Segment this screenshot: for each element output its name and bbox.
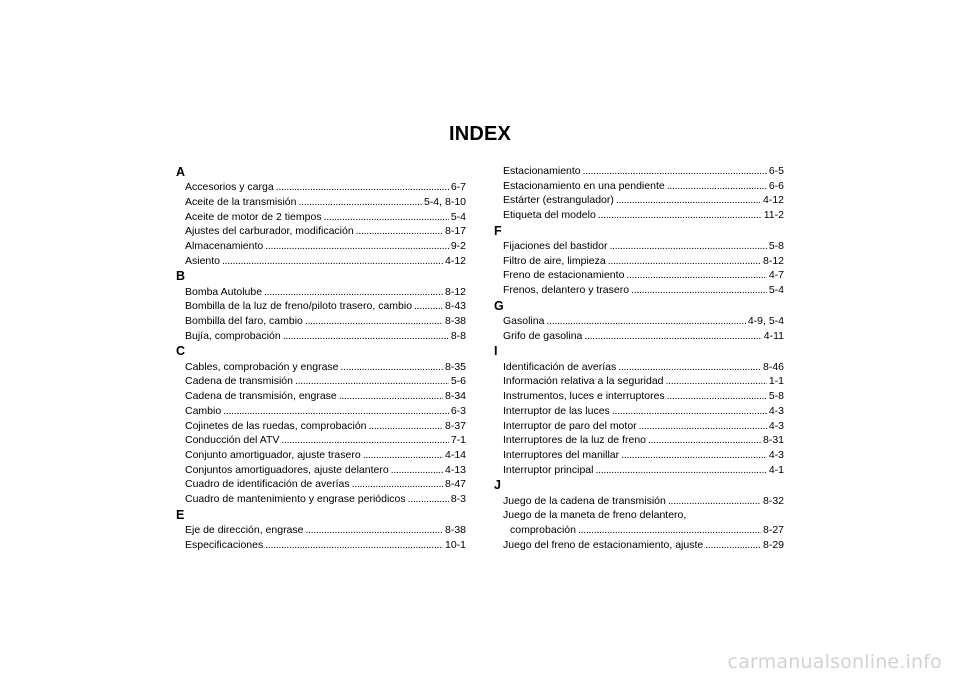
dot-leader — [391, 463, 443, 478]
dot-leader — [305, 314, 443, 329]
index-letter-heading: G — [494, 298, 504, 313]
index-entry — [176, 210, 466, 225]
index-entry-label: Interruptor de paro del motor — [503, 419, 637, 432]
index-entry — [494, 283, 784, 298]
index-letter-heading: J — [494, 478, 501, 493]
page-title: INDEX — [448, 123, 512, 145]
index-entry-label: Cuadro de mantenimiento y engrase periódicos — [185, 492, 406, 505]
index-entry — [176, 463, 466, 478]
dot-leader — [356, 224, 443, 239]
index-entry-page: 10-1 — [444, 538, 466, 551]
index-entry — [494, 208, 784, 223]
dot-leader — [608, 254, 761, 269]
dot-leader — [264, 285, 443, 300]
index-entry-label: Cadena de transmisión — [185, 375, 293, 388]
index-entry-label: Fijaciones del bastidor — [503, 240, 608, 253]
dot-leader — [666, 374, 767, 389]
index-entry-label: Estacionamiento en una pendiente — [503, 179, 665, 192]
dot-leader — [352, 477, 443, 492]
index-entry-label: Cuadro de identificación de averías — [185, 478, 350, 491]
index-entry — [494, 389, 784, 404]
index-entry-page: 8-37 — [444, 419, 466, 432]
index-entry — [176, 374, 466, 389]
index-entry — [176, 180, 466, 195]
index-letter-heading: B — [176, 269, 186, 284]
index-entry — [494, 179, 784, 194]
index-entry-label: Conducción del ATV — [185, 434, 280, 447]
index-entry-page: 4-3 — [768, 419, 784, 432]
dot-leader — [626, 268, 766, 283]
index-entry-page: 11-2 — [763, 209, 784, 222]
index-entry-label: Juego de la maneta de freno delantero, — [503, 509, 687, 522]
index-entry-label: Bombilla de la luz de freno/piloto trasero, cambio — [185, 300, 413, 313]
dot-leader — [281, 433, 448, 448]
dot-leader — [668, 494, 761, 509]
index-entry-page: 5-4 — [450, 210, 466, 223]
dot-leader — [339, 389, 443, 404]
index-entry — [494, 404, 784, 419]
index-entry — [176, 523, 466, 538]
index-entry-page: 4-13 — [444, 463, 466, 476]
index-entry — [494, 193, 784, 208]
index-entry-page: 8-17 — [444, 225, 466, 238]
dot-leader — [598, 208, 762, 223]
index-entry-label: Interruptores de la luz de freno — [503, 434, 647, 447]
dot-leader — [363, 448, 443, 463]
index-entry — [176, 433, 466, 448]
dot-leader — [276, 180, 449, 195]
index-entry-label: comprobación — [510, 523, 576, 536]
dot-leader — [584, 329, 761, 344]
index-entry-page: 8-32 — [762, 494, 784, 507]
index-entry-page: 5-6 — [450, 375, 466, 388]
index-entry — [176, 360, 466, 375]
index-entry-label: Bombilla del faro, cambio — [185, 315, 303, 328]
index-entry — [176, 329, 466, 344]
index-entry-page: 4-11 — [763, 329, 784, 342]
index-entry — [176, 285, 466, 300]
index-entry-page: 8-27 — [762, 523, 784, 536]
index-entry-label: Gasolina — [503, 315, 545, 328]
index-entry — [494, 538, 784, 553]
dot-leader — [341, 360, 443, 375]
index-entry-label: Aceite de motor de 2 tiempos — [185, 210, 322, 223]
index-entry-page: 6-6 — [768, 179, 784, 192]
index-entry-page: 6-5 — [768, 165, 784, 177]
dot-leader — [618, 360, 761, 375]
index-entry — [494, 448, 784, 463]
index-entry — [494, 254, 784, 269]
index-entry-label: Juego de la cadena de transmisión — [503, 494, 666, 507]
index-entry — [176, 195, 466, 210]
index-entry-page: 8-12 — [444, 285, 466, 298]
index-entry — [176, 477, 466, 492]
dot-leader — [298, 195, 421, 210]
watermark-text: carmanualsonline.info — [727, 651, 942, 673]
index-entry — [176, 254, 466, 269]
index-entry — [494, 314, 784, 329]
index-entry — [176, 419, 466, 434]
index-entry-label: Interruptores del manillar — [503, 448, 620, 461]
dot-leader — [408, 492, 449, 507]
index-entry-label: Estacionamiento — [503, 165, 581, 177]
index-entry-label: Almacenamiento — [185, 240, 264, 253]
index-entry-page: 8-3 — [450, 492, 466, 505]
index-entry — [494, 508, 784, 523]
index-entry-page: 4-3 — [768, 404, 784, 417]
index-entry-label: Bujía, comprobación — [185, 329, 281, 342]
index-entry-label: Identificación de averías — [503, 360, 617, 373]
index-entry — [176, 389, 466, 404]
index-entry — [494, 433, 784, 448]
index-entry — [494, 419, 784, 434]
index-entry-page: 8-29 — [762, 538, 784, 551]
index-entry — [176, 492, 466, 507]
index-entry-label: Cambio — [185, 404, 222, 417]
index-entry-page: 5-8 — [768, 240, 784, 253]
index-letter-heading: A — [176, 165, 186, 179]
index-entry-page: 8-43 — [444, 300, 466, 313]
dot-leader — [631, 283, 767, 298]
dot-leader — [324, 210, 449, 225]
index-entry — [494, 463, 784, 478]
index-entry-page: 6-7 — [450, 181, 466, 194]
index-entry-page: 4-12 — [762, 194, 784, 207]
dot-leader — [667, 389, 767, 404]
index-entry — [494, 239, 784, 254]
index-entry-label: Filtro de aire, limpieza — [503, 254, 606, 267]
index-entry-label: Ajustes del carburador, modificación — [185, 225, 354, 238]
index-entry — [494, 268, 784, 283]
index-entry-label: Interruptor principal — [503, 463, 594, 476]
index-entry — [176, 239, 466, 254]
index-entry-page: 4-3 — [768, 448, 784, 461]
index-letter-heading: C — [176, 344, 186, 359]
index-entry-label: Información relativa a la seguridad — [503, 375, 664, 388]
index-entry-label: Grifo de gasolina — [503, 329, 583, 342]
index-entry-page: 6-3 — [450, 404, 466, 417]
index-entry-label: Asiento — [185, 254, 221, 267]
dot-leader — [595, 463, 766, 478]
index-entry-page: 8-47 — [444, 478, 466, 491]
index-entry-label: Juego del freno de estacionamiento, ajuste — [503, 538, 704, 551]
index-letter-heading: E — [176, 507, 185, 522]
index-entry-page: 7-1 — [450, 434, 466, 447]
index-entry — [494, 523, 784, 538]
index-entry-label: Instrumentos, luces e interruptores — [503, 390, 665, 403]
index-entry-label: Estárter (estrangulador) — [503, 194, 614, 207]
index-entry-page: 5-8 — [768, 390, 784, 403]
index-entry-label: Interruptor de las luces — [503, 404, 610, 417]
index-entry-page: 1-1 — [768, 375, 784, 388]
index-entry — [176, 224, 466, 239]
index-entry-page: 8-8 — [450, 329, 466, 342]
index-entry-page: 8-34 — [444, 390, 466, 403]
index-entry-page: 8-38 — [444, 523, 466, 536]
dot-leader — [667, 179, 767, 194]
index-entry-label: Etiqueta del modelo — [503, 209, 596, 222]
dot-leader — [265, 239, 449, 254]
dot-leader — [648, 433, 761, 448]
index-entry-page: 8-35 — [444, 360, 466, 373]
dot-leader — [621, 448, 767, 463]
dot-leader — [705, 538, 761, 553]
dot-leader — [414, 299, 443, 314]
dot-leader — [265, 538, 443, 553]
dot-leader — [583, 164, 767, 179]
index-entry-page: 8-12 — [762, 254, 784, 267]
dot-leader — [223, 404, 449, 419]
dot-leader — [546, 314, 745, 329]
index-entry-label: Freno de estacionamiento — [503, 269, 625, 282]
index-entry-page: 4-9, 5-4 — [747, 315, 784, 328]
index-entry-page: 5-4, 8-10 — [423, 195, 466, 208]
dot-leader — [283, 329, 449, 344]
index-entry-page: 4-14 — [444, 448, 466, 461]
dot-leader — [578, 523, 761, 538]
index-letter-heading: I — [494, 344, 498, 359]
index-entry-label: Eje de dirección, engrase — [185, 523, 304, 536]
index-entry-label: Cojinetes de las ruedas, comprobación — [185, 419, 367, 432]
index-entry — [494, 329, 784, 344]
index-entry-page: 8-46 — [762, 360, 784, 373]
index-entry — [176, 538, 466, 553]
index-entry-page: 9-2 — [450, 240, 466, 253]
dot-leader — [639, 419, 767, 434]
index-entry-page: 8-38 — [444, 315, 466, 328]
index-entry — [176, 404, 466, 419]
index-entry-page: 4-1 — [768, 463, 784, 476]
index-entry-label: Cadena de transmisión, engrase — [185, 390, 337, 403]
index-entry-label: Cables, comprobación y engrase — [185, 360, 339, 373]
index-entry-label: Especificaciones — [185, 538, 264, 551]
dot-leader — [609, 239, 766, 254]
index-entry-page: 5-4 — [768, 284, 784, 297]
dot-leader — [295, 374, 449, 389]
index-entry-label: Conjuntos amortiguadores, ajuste delantero — [185, 463, 389, 476]
index-entry-label: Bomba Autolube — [185, 285, 263, 298]
dot-leader — [306, 523, 443, 538]
index-entry-label: Conjunto amortiguador, ajuste trasero — [185, 448, 361, 461]
index-entry — [494, 164, 784, 179]
index-entry — [494, 494, 784, 509]
index-entry-label: Aceite de la transmisión — [185, 195, 297, 208]
index-column-right — [494, 164, 784, 552]
index-entry-label: Accesorios y carga — [185, 181, 274, 194]
index-entry — [494, 374, 784, 389]
index-entry — [176, 314, 466, 329]
index-entry-page: 4-12 — [444, 254, 466, 267]
index-letter-heading: F — [494, 223, 502, 238]
index-column-left — [176, 164, 466, 552]
index-entry — [176, 299, 466, 314]
index-entry-page: 8-31 — [762, 434, 784, 447]
dot-leader — [616, 193, 761, 208]
index-entry-page: 4-7 — [768, 269, 784, 282]
dot-leader — [222, 254, 443, 269]
dot-leader — [612, 404, 767, 419]
index-entry — [494, 360, 784, 375]
dot-leader — [369, 419, 443, 434]
index-entry — [176, 448, 466, 463]
index-entry-label: Frenos, delantero y trasero — [503, 284, 630, 297]
